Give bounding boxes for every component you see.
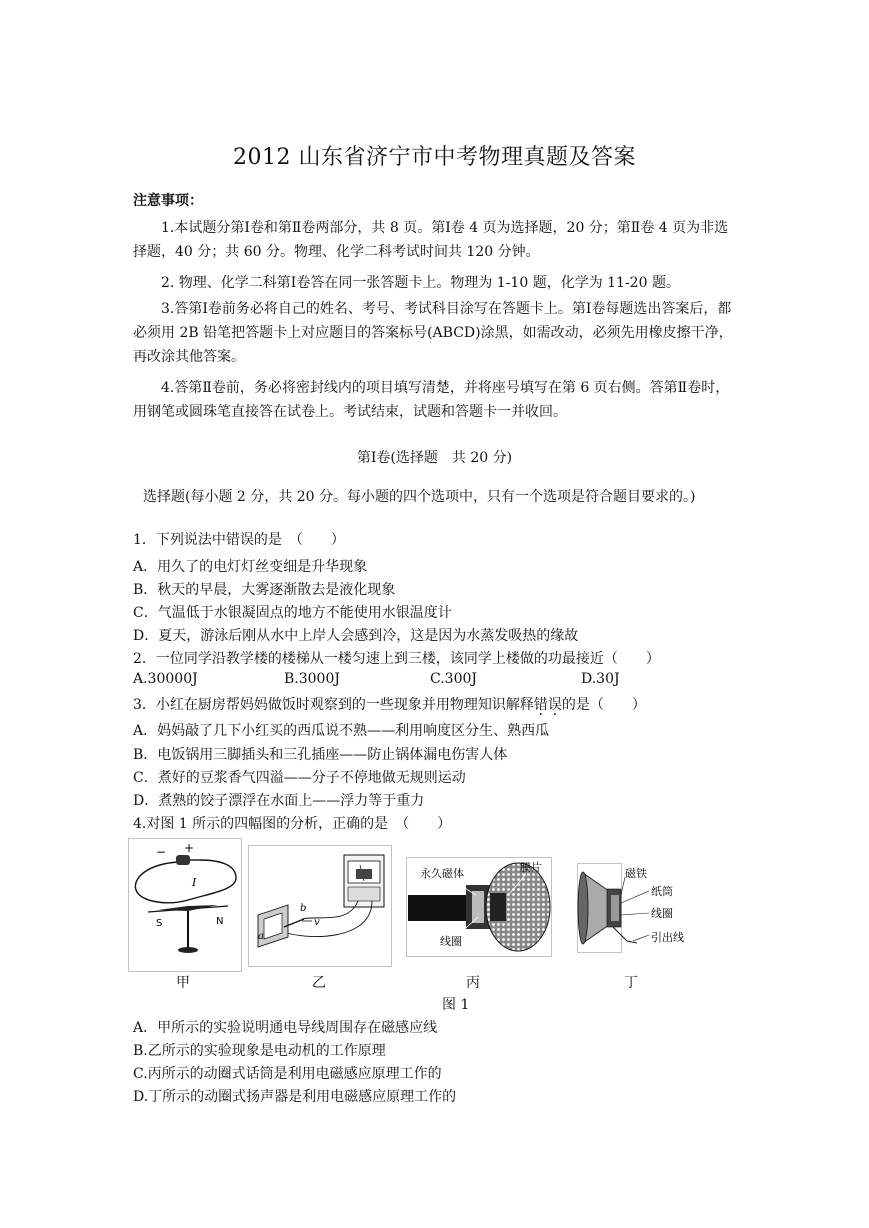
q1-option-a: A．用久了的电灯灯丝变细是升华现象 <box>133 559 368 575</box>
notice-item-1: 1.本试题分第Ⅰ卷和第Ⅱ卷两部分，共 8 页。第Ⅰ卷 4 页为选择题，20 分；第Ⅱ卷 4 页为非选择题，40 分；共 60 分。物理、化学二科考试时间共 120 分钟。 <box>133 220 729 260</box>
q3-option-a: A．妈妈敲了几下小红买的西瓜说不熟——利用响度区分生、熟西瓜 <box>133 723 550 739</box>
figure-caption: 图 1 <box>442 997 470 1013</box>
q3-emphasis-2: 误 <box>547 697 562 713</box>
q4-option-c: C.丙所示的动圈式话筒是利用电磁感应原理工作的 <box>133 1066 442 1082</box>
jia-south-label: S <box>156 918 163 929</box>
q4-stem: 4.对图 1 所示的四幅图的分析，正确的是 （ ） <box>133 816 452 832</box>
ding-lead-label: 引出线 <box>651 931 684 944</box>
bing-magnet-label: 永久磁体 <box>420 867 464 880</box>
section-heading: 第Ⅰ卷(选择题 共 20 分) <box>356 450 513 466</box>
figure-ding <box>577 863 695 953</box>
notice-item-3: 3.答第Ⅰ卷前务必将自己的姓名、考号、考试科目涂写在答题卡上。第Ⅰ卷每题选出答案后，都必须用 2B 铅笔把答题卡上对应题目的答案标号(ABCD)涂黑，如需改动，必须先用橡皮擦干净，再改涂其他答案。 <box>133 301 733 365</box>
q3-emphasis-1: 错 <box>533 697 548 713</box>
q4-option-d: D.丁所示的动圈式扬声器是利用电磁感应原理工作的 <box>133 1089 457 1105</box>
figure-label-bing: 丙 <box>466 975 480 991</box>
q3-stem <box>133 694 646 714</box>
jia-plus: + <box>184 841 195 855</box>
ding-tube-label: 纸筒 <box>651 885 673 898</box>
q4-option-b: B.乙所示的实验现象是电动机的工作原理 <box>133 1043 386 1059</box>
ding-magnet-label: 磁铁 <box>625 867 647 880</box>
q1-option-c: C．气温低于水银凝固点的地方不能使用水银温度计 <box>133 605 452 621</box>
q2-option-c: C.300J <box>430 671 477 687</box>
q1-option-d: D．夏天，游泳后刚从水中上岸人会感到冷，这是因为水蒸发吸热的缘故 <box>133 628 579 644</box>
q2-stem: 2．一位同学沿教学楼的楼梯从一楼匀速上到三楼，该同学上楼做的功最接近（ ） <box>133 651 660 667</box>
yi-a-label: a <box>258 931 264 942</box>
jia-north-label: N <box>216 916 224 927</box>
figure-label-yi: 乙 <box>312 975 326 991</box>
q3-stem-before: 3．小红在厨房帮妈妈做饭时观察到的一些现象并用物理知识解释 <box>133 697 534 713</box>
figure-bing <box>406 857 552 957</box>
yi-b-label: b <box>300 903 307 914</box>
bing-diaphragm-label: 膜片 <box>520 861 542 874</box>
q3-option-b: B．电饭锅用三脚插头和三孔插座——防止锅体漏电伤害人体 <box>133 747 508 763</box>
q3-stem-after: 的是（ ） <box>561 697 646 713</box>
jia-minus: − <box>156 845 167 859</box>
yi-velocity-label: v <box>314 917 320 928</box>
bing-coil-label: 线圈 <box>440 935 462 948</box>
q2-option-b: B.3000J <box>284 671 340 687</box>
notice-heading: 注意事项： <box>133 193 203 209</box>
figure-label-ding: 丁 <box>624 975 638 991</box>
notice-item-4: 4.答第Ⅱ卷前，务必将密封线内的项目填写清楚，并将座号填写在第 6 页右侧。答第Ⅱ卷时，用钢笔或圆珠笔直接答在试卷上。考试结束，试题和答题卡一并收回。 <box>133 380 730 420</box>
section-instruction: 选择题(每小题 2 分，共 20 分。每小题的四个选项中，只有一个选项是符合题目要求的。) <box>143 489 696 505</box>
figure-label-jia: 甲 <box>176 975 190 991</box>
q2-option-a: A.30000J <box>133 671 198 687</box>
q1-stem: 1．下列说法中错误的是 （ ） <box>133 532 345 548</box>
q2-option-d: D.30J <box>581 671 620 687</box>
figure-jia <box>128 838 242 972</box>
document-title: 2012 山东省济宁市中考物理真题及答案 <box>233 145 636 170</box>
notice-item-2: 2. 物理、化学二科第Ⅰ卷答在同一张答题卡上。物理为 1-10 题，化学为 11-20 题。 <box>161 275 680 291</box>
q3-option-c: C．煮好的豆浆香气四溢——分子不停地做无规则运动 <box>133 770 466 786</box>
jia-current-label: I <box>192 876 197 889</box>
q1-option-b: B．秋天的早晨，大雾逐渐散去是液化现象 <box>133 582 396 598</box>
figure-yi <box>248 845 392 967</box>
ding-coil-label: 线圈 <box>651 907 673 920</box>
q4-option-a: A．甲所示的实验说明通电导线周围存在磁感应线 <box>133 1020 438 1036</box>
q3-option-d: D．煮熟的饺子漂浮在水面上——浮力等于重力 <box>133 793 425 809</box>
